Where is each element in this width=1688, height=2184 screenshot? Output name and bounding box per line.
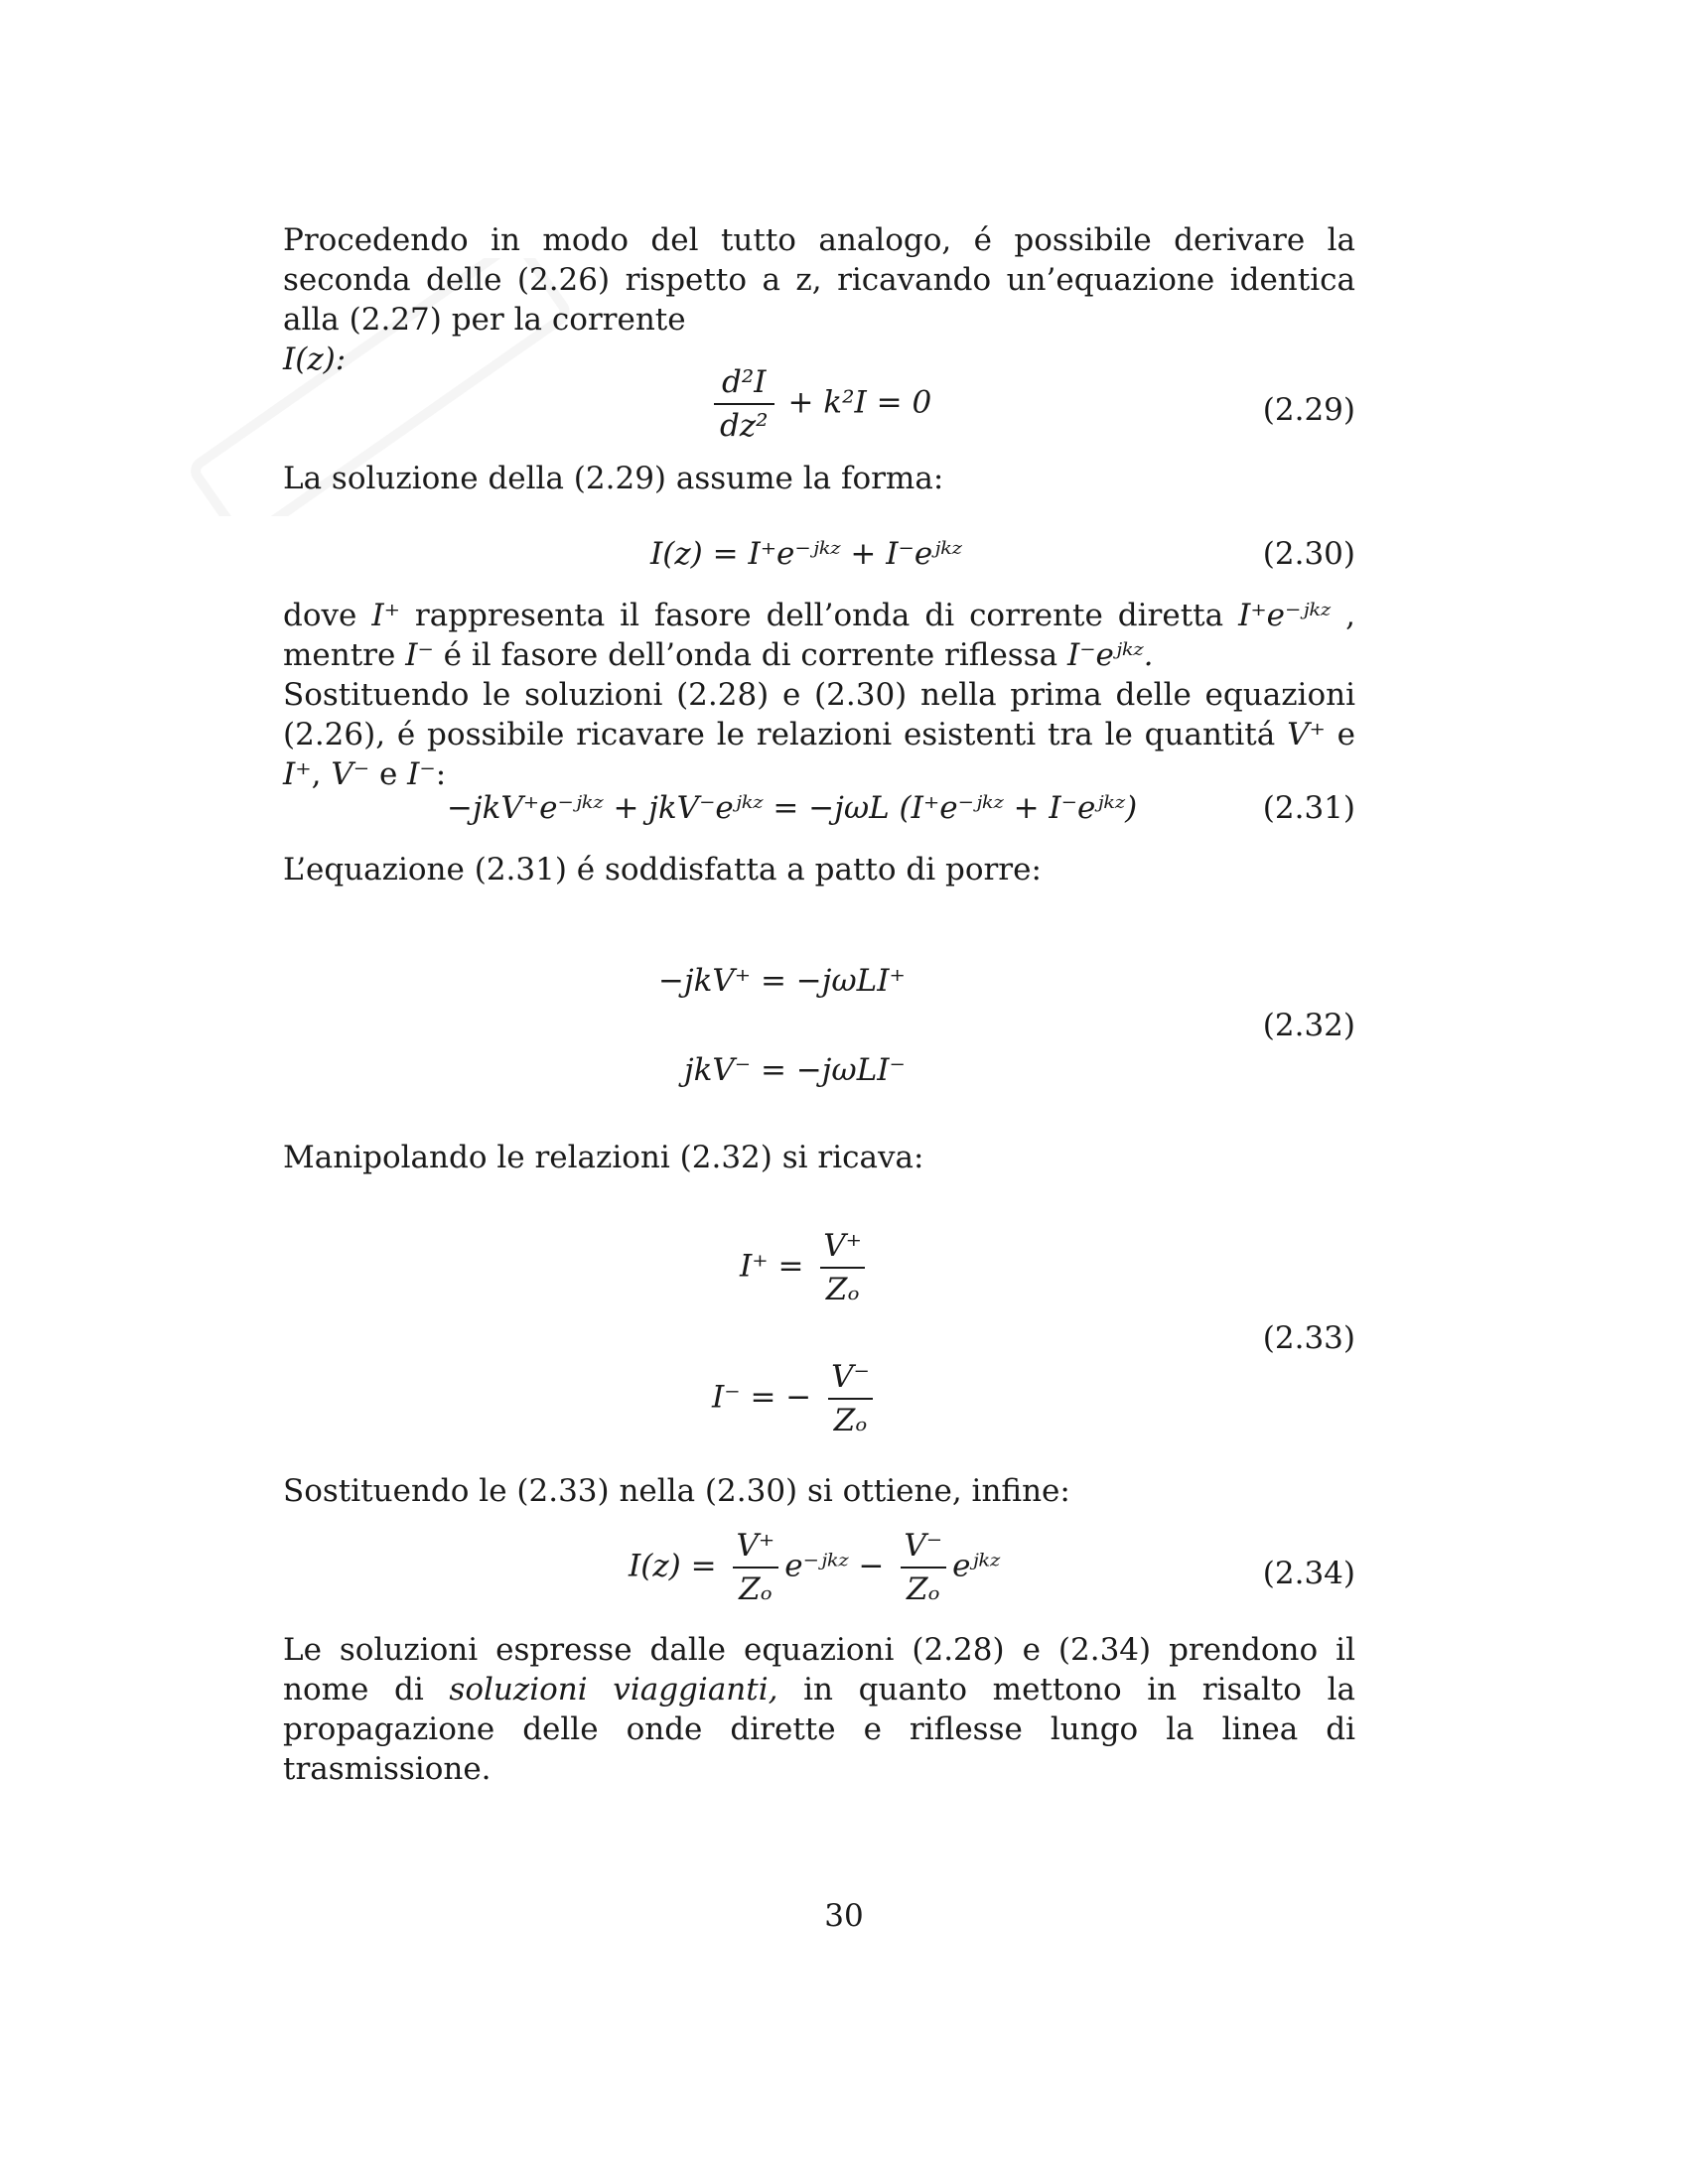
equation-rest: + k²I = 0 [787, 384, 932, 421]
paragraph-2 [283, 459, 1355, 498]
paragraph-1-text: Procedendo in modo del tutto analogo, é possibile derivare la seconda delle (2.26) rispetto a z, ricavando un’equazione identica alla (2.27) per la corrente [283, 222, 1355, 338]
inline-math-iz: I(z): [283, 341, 347, 377]
fraction-vplus-zo [817, 1229, 868, 1306]
equation-2-34 [283, 1529, 1355, 1618]
equation-2-32 [283, 963, 1355, 1102]
fraction-numerator: V⁺ [823, 1228, 863, 1264]
paragraph-7-text: Sostituendo le (2.33) nella (2.30) si ottiene, infine: [283, 1473, 1070, 1509]
paragraph-8-emphasis: soluzioni viaggianti, [449, 1672, 778, 1707]
equation-body: −jkV⁺e⁻ʲᵏᶻ + jkV⁻eʲᵏᶻ = −jωL (I⁺e⁻ʲᵏᶻ + I⁻eʲᵏᶻ) [447, 790, 1138, 826]
fraction-d2i-dz2 [714, 365, 774, 443]
fraction-denominator: Zₒ [901, 1567, 945, 1606]
fraction-vplus-zo [730, 1529, 780, 1606]
paragraph-3-text-c: , mentre [283, 598, 1355, 673]
equation-lhs-2: I⁻ = − [712, 1379, 812, 1416]
equation-middle: e⁻ʲᵏᶻ − [784, 1548, 885, 1584]
paragraph-7 [283, 1471, 1355, 1511]
paragraph-3-text-b: rappresenta il fasore dell’onda di corrente diretta [414, 598, 1224, 633]
equation-line-2: jkV⁻ = −jωLI⁻ [684, 1052, 906, 1088]
equation-tail: eʲᵏᶻ [952, 1548, 1001, 1584]
paragraph-5-text: L’equazione (2.31) é soddisfatta a patto di porre: [283, 852, 1042, 887]
paragraph-6 [283, 1138, 1355, 1177]
paragraph-4: Sostituendo le soluzioni (2.28) e (2.30) nella prima delle equazioni (2.26), é possibile ricavare le relazioni esistenti tra le quantitá V⁺ e I⁺, V⁻ e I⁻: [283, 677, 1355, 792]
paragraph-4-text: Sostituendo le soluzioni (2.28) e (2.30) nella prima delle equazioni (2.26), é possibile ricavare le relazioni esistenti tra le quantitá [283, 677, 1355, 752]
paragraph-6-text: Manipolando le relazioni (2.32) si ricava: [283, 1140, 924, 1175]
paragraph-1 [283, 220, 1355, 379]
equation-number: (2.33) [1262, 1320, 1355, 1356]
equation-line-1: −jkV⁺ = −jωLI⁺ [658, 963, 906, 999]
inline-math-iplus-2: I⁺ [283, 756, 312, 792]
equation-lhs-1: I⁺ = [740, 1248, 804, 1285]
equation-number: (2.32) [1262, 1008, 1355, 1043]
equation-number: (2.31) [1262, 790, 1355, 826]
inline-math-iminus-wave: I⁻eʲᵏᶻ. [1066, 637, 1154, 673]
fraction-vminus-zo [825, 1360, 876, 1437]
page-number: 30 [824, 1898, 864, 1934]
fraction-denominator: Zₒ [820, 1267, 865, 1306]
inline-math-iplus-wave: I⁺e⁻ʲᵏᶻ [1238, 598, 1332, 633]
fraction-denominator: Zₒ [828, 1398, 873, 1437]
fraction-denominator: dz² [714, 403, 774, 443]
equation-2-31 [283, 790, 1355, 830]
fraction-numerator: V⁺ [736, 1528, 775, 1564]
paragraph-3-text-d: é il fasore dell’onda di corrente riflessa [443, 637, 1058, 673]
equation-number: (2.34) [1262, 1556, 1355, 1591]
equation-2-29 [283, 365, 1355, 455]
paragraph-8 [283, 1630, 1355, 1789]
paragraph-4-and-1: e [1336, 717, 1355, 752]
paragraph-3-text-a: dove [283, 598, 357, 633]
paragraph-8-text-a: Le soluzioni espresse dalle equazioni (2.28) e (2.34) prendono il nome di [283, 1632, 1355, 1707]
equation-number: (2.29) [1262, 392, 1355, 428]
equation-2-33 [283, 1229, 1355, 1457]
fraction-numerator: V⁻ [904, 1528, 943, 1564]
inline-math-vminus: V⁻ [331, 756, 370, 792]
paragraph-4-and-2: e [378, 756, 398, 792]
paragraph-2-text: La soluzione della (2.29) assume la forma: [283, 461, 944, 496]
fraction-numerator: V⁻ [831, 1359, 870, 1395]
inline-math-vplus: V⁺ [1287, 717, 1326, 752]
paragraph-3 [283, 596, 1355, 794]
fraction-denominator: Zₒ [733, 1567, 777, 1606]
equation-lhs: I(z) = [629, 1548, 717, 1584]
fraction-numerator: d²I [722, 364, 767, 400]
equation-2-30 [283, 536, 1355, 576]
equation-number: (2.30) [1262, 536, 1355, 572]
fraction-vminus-zo [898, 1529, 948, 1606]
equation-body: I(z) = I⁺e⁻ʲᵏᶻ + I⁻eʲᵏᶻ [650, 536, 962, 572]
paragraph-8-text-b: in quanto mettono in risalto la propagazione delle onde dirette e riflesse lungo la linea di trasmissione. [283, 1672, 1355, 1787]
inline-math-iplus: I⁺ [371, 598, 400, 633]
paragraph-5 [283, 850, 1355, 889]
inline-math-iminus-2: I⁻ [407, 756, 436, 792]
paragraph-4-comma: , [311, 756, 322, 792]
inline-math-iminus: I⁻ [405, 637, 434, 673]
